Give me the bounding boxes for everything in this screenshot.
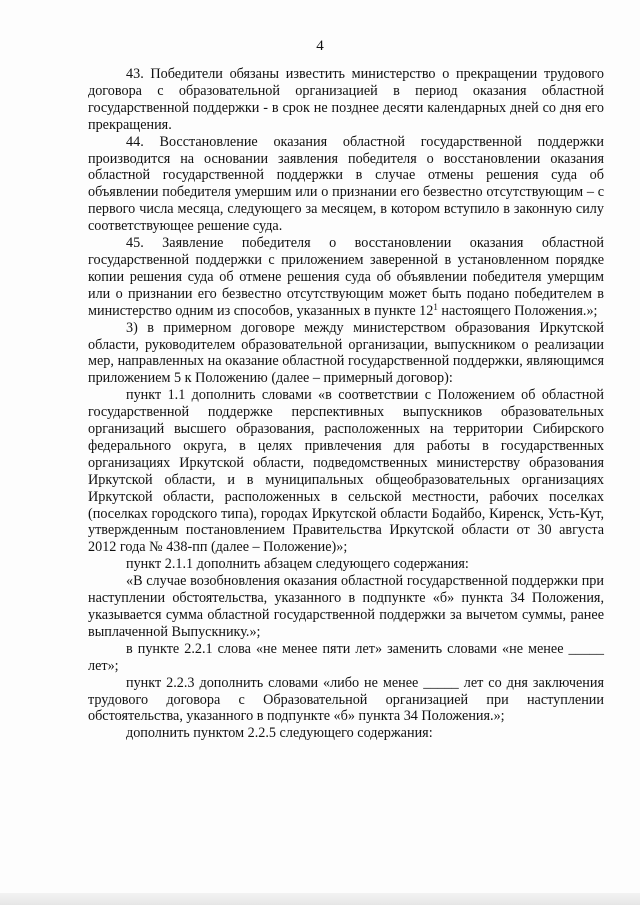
paragraph-clause-2-1-1: пункт 2.1.1 дополнить абзацем следующего содержания: [126, 556, 469, 573]
document-body [88, 66, 604, 742]
paragraph-clause-2-2-5: дополнить пунктом 2.2.5 следующего содержания: [126, 725, 433, 742]
paragraph-clause-2-2-3: пункт 2.2.3 дополнить словами «либо не менее _____ лет со дня заключения трудового договора с Образовательной организацией при наступлении обстоятельства, указанного в подпункте «б» пункта 34 Положения.»; [88, 674, 604, 725]
paragraph-clause-2-2-1: в пункте 2.2.1 слова «не менее пяти лет» заменить словами «не менее _____ лет»; [88, 640, 604, 674]
paragraph-45-tail: настоящего Положения.»; [437, 302, 598, 319]
paragraph-45 [88, 235, 604, 320]
paragraph-44: 44. Восстановление оказания областной государственной поддержки производится на основании заявления победителя о восстановлении оказания областной государственной поддержки в случае отмены решения суда об объявлении победителя умершим или о признании его безвестно отсутствующим – с первого числа месяца, следующего за месяцем, в котором вступило в законную силу соответствующее решение суда. [88, 133, 604, 235]
paragraph-quote-resumption: «В случае возобновления оказания областной государственной поддержки при наступлении обстоятельства, указанного в подпункте «б» пункта 34 Положения, указывается сумма областной государственной поддержки за вычетом суммы, ранее выплаченной Выпускнику.»; [88, 573, 604, 640]
paragraph-45-text: 45. Заявление победителя о восстановлении оказания областной государственной поддержки с приложением заверенной в установленном порядке копии решения суда об отмене решения суда об объявлении победителя умерщим или о признании его безвестно отсутствующим может быть подано победителем в министерство одним из способов, указанных в пункте 12 [88, 235, 604, 319]
paragraph-clause-1-1: пункт 1.1 дополнить словами «в соответствии с Положением об областной государственной поддержке перспективных выпускников образовательных организаций высшего образования, расположенных на территории Сибирского федерального округа, в целях привлечения для работы в государственных организациях Иркутской области, подведомственных министерству образования Иркутской области, и в муниципальных общеобразовательных организациях Иркутской области, расположенных в сельской местности, рабочих поселках (поселках городского типа), городах Иркутской области Бодайбо, Киренск, Усть-Кут, утвержденным постановлением Правительства Иркутской области от 30 августа 2012 года № 438-пп (далее – Положение)»; [88, 387, 604, 556]
paragraph-43: 43. Победители обязаны известить министерство о прекращении трудового договора с образовательной организацией в период оказания областной государственной поддержки - в срок не позднее десяти календарных дней со дня его прекращения. [88, 66, 604, 133]
page-number: 4 [316, 38, 324, 54]
scan-bottom-edge [0, 893, 640, 905]
paragraph-45-superscript: 1 [433, 301, 438, 312]
paragraph-item-3: 3) в примерном договоре между министерством образования Иркутской области, руководителем образовательной организации, выпускником о реализации мер, направленных на оказание областной государственной поддержки, являющимся приложением 5 к Положению (далее – примерный договор): [88, 319, 604, 387]
